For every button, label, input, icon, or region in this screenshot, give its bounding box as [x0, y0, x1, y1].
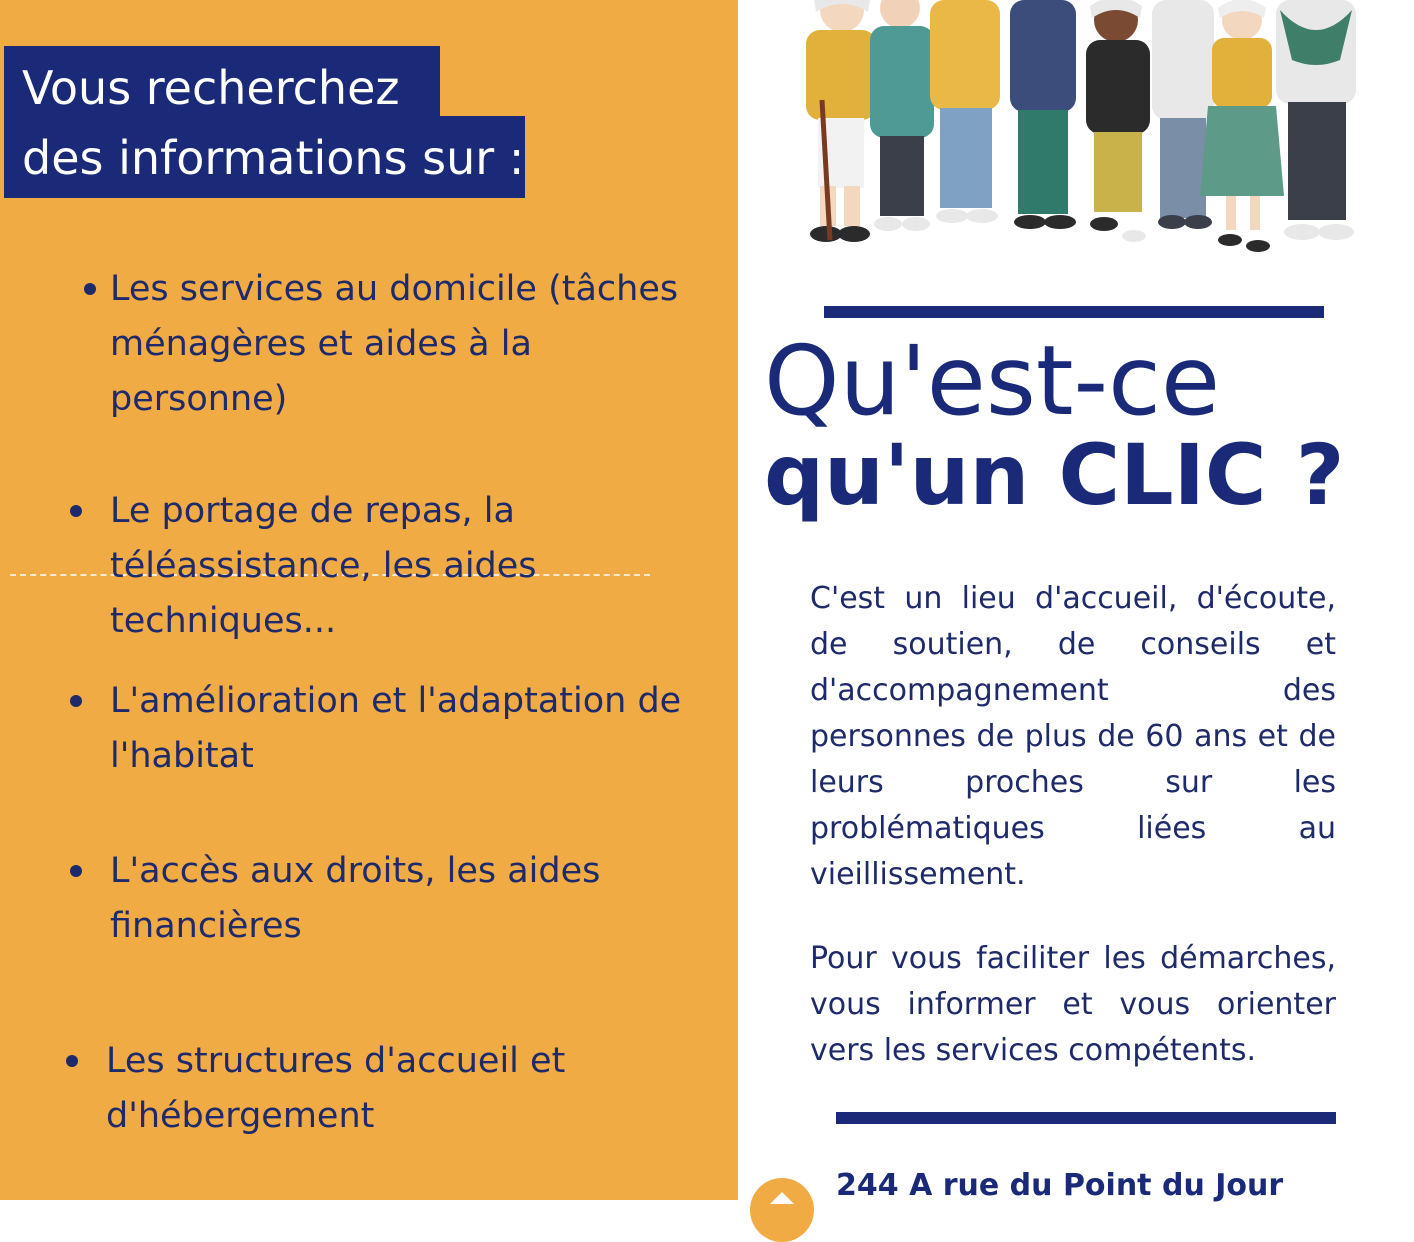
senior-figure-2 — [870, 0, 934, 231]
senior-figure-3 — [930, 0, 1000, 223]
topic-text: L'accès aux droits, les aides financières — [110, 851, 601, 946]
heading-line-2: qu'un CLIC ? — [764, 426, 1345, 524]
topic-text: Les services au domicile (tâches ménagères et aides à la personne) — [110, 269, 679, 419]
address-line: 244 A rue du Point du Jour — [836, 1168, 1284, 1203]
senior-figure-5 — [1086, 0, 1150, 242]
title-line-2: des informations sur : — [22, 131, 525, 185]
bullet-icon — [70, 505, 82, 517]
divider-top — [824, 306, 1324, 318]
title-line-1: Vous recherchez — [22, 61, 400, 115]
senior-figure-4 — [1010, 0, 1076, 229]
bullet-icon — [66, 1055, 78, 1067]
topic-text: Les structures d'accueil et d'hébergement — [106, 1041, 566, 1136]
bullet-icon — [70, 695, 82, 707]
bullet-icon — [84, 283, 96, 295]
clic-purpose: Pour vous faciliter les démarches, vous informer et vous orienter vers les services compétents. — [810, 941, 1336, 1068]
home-icon — [750, 1178, 814, 1242]
topic-text: Le portage de repas, la téléassistance, les aides techniques... — [110, 491, 537, 641]
divider-bottom — [836, 1112, 1336, 1124]
clic-description: C'est un lieu d'accueil, d'écoute, de soutien, de conseils et d'accompagnement des personnes de plus de 60 ans et de leurs proches sur les problématiques liées au vieillissement. — [810, 581, 1336, 892]
senior-figure-1 — [806, 0, 876, 242]
title-box — [4, 46, 524, 198]
senior-figure-8 — [1276, 0, 1356, 240]
heading-line-1: Qu'est-ce — [764, 325, 1220, 437]
seniors-illustration — [780, 0, 1380, 270]
bullet-icon — [70, 865, 82, 877]
topic-text: L'amélioration et l'adaptation de l'habitat — [110, 681, 682, 776]
